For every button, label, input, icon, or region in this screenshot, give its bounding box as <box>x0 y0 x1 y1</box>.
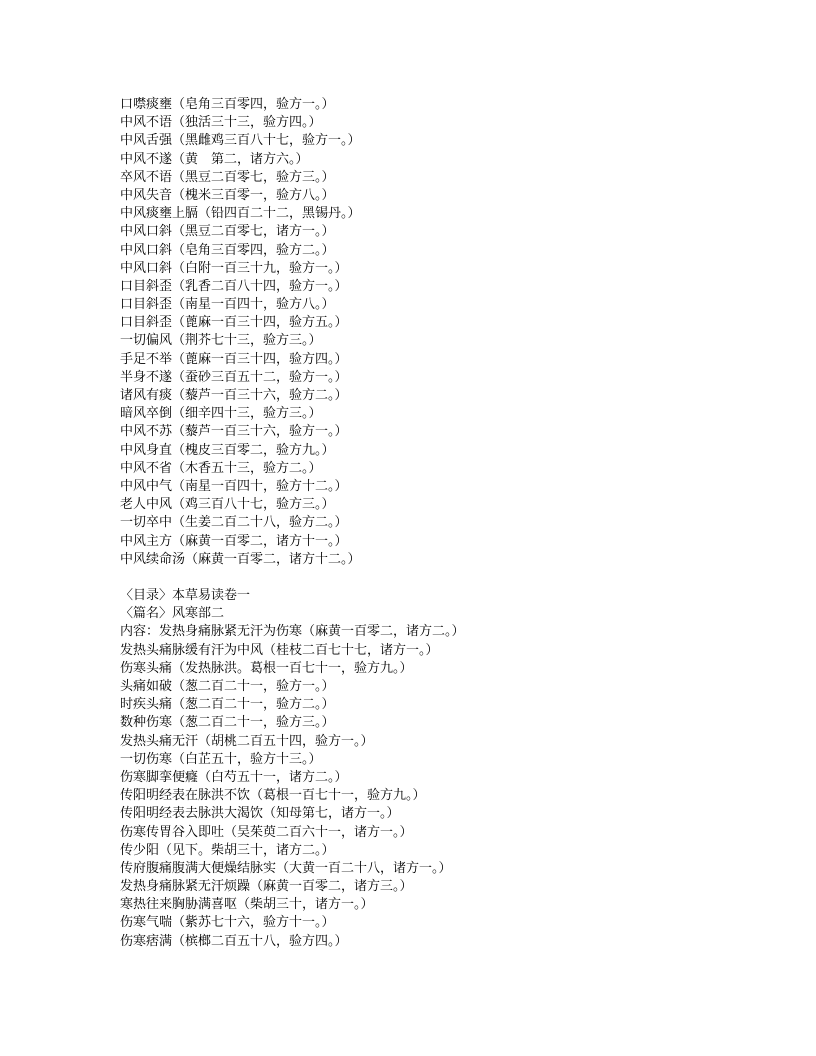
text-line: 老人中风（鸡三百八十七，验方三。） <box>120 497 335 513</box>
document-page <box>120 96 800 951</box>
text-line: 内容：发热身痛脉紧无汗为伤寒（麻黄一百零二，诸方二。） <box>120 624 465 640</box>
text-line: 发热头痛无汗（胡桃二百五十四，验方一。） <box>120 733 374 749</box>
text-line: 口目斜歪（南星一百四十，验方八。） <box>120 297 335 313</box>
text-line: 伤寒脚挛便癃（白芍五十一，诸方二。） <box>120 769 348 785</box>
text-line: 〈篇名〉风寒部二 <box>120 606 225 622</box>
text-line: 发热头痛脉缓有汗为中风（桂枝二百七十七，诸方一。） <box>120 642 439 658</box>
text-line: 中风不苏（藜芦一百三十六，验方一。） <box>120 424 348 440</box>
text-line: 中风不语（独活三十三，验方四。） <box>120 115 322 131</box>
text-line: 中风口斜（皂角三百零四，验方二。） <box>120 242 335 258</box>
text-line: 一切偏风（荆芥七十三，验方三。） <box>120 333 322 349</box>
text-line: 中风不省（木香五十三，验方二。） <box>120 460 322 476</box>
text-line: 伤寒痞满（槟榔二百五十八，验方四。） <box>120 933 348 949</box>
text-line: 卒风不语（黑豆二百零七，验方三。） <box>120 169 335 185</box>
text-line: 中风口斜（白附一百三十九，验方一。） <box>120 260 348 276</box>
text-line: 伤寒头痛（发热脉洪。葛根一百七十一，验方九。） <box>120 660 413 676</box>
text-line: 传府腹痛腹满大便燥结脉实（大黄一百二十八，诸方一。） <box>120 860 452 876</box>
text-line: 手足不举（蓖麻一百三十四，验方四。） <box>120 351 348 367</box>
text-line: 中风身直（槐皮三百零二，验方九。） <box>120 442 335 458</box>
text-line: 诸风有痰（藜芦一百三十六，验方二。） <box>120 388 348 403</box>
text-line: 伤寒气喘（紫苏七十六，验方十一。） <box>120 915 335 931</box>
section-gap <box>120 569 800 587</box>
text-line: 发热身痛脉紧无汗烦躁（麻黄一百零二，诸方三。） <box>120 879 413 895</box>
text-line: 中风续命汤（麻黄一百零二，诸方十二。） <box>120 551 361 567</box>
text-line: 数种伤寒（葱二百二十一，验方三。） <box>120 715 335 731</box>
text-line: 暗风卒倒（细辛四十三，验方三。） <box>120 406 322 422</box>
text-line: 口目斜歪（乳香二百八十四，验方一。） <box>120 278 348 294</box>
symptom-list-wind-stroke <box>120 96 800 569</box>
text-line: 时疾头痛（葱二百二十一，验方二。） <box>120 697 335 713</box>
text-line: 一切伤寒（白芷五十，验方十三。） <box>120 751 322 767</box>
text-line: 中风舌强（黑雌鸡三百八十七，验方一。） <box>120 133 361 149</box>
text-line: 〈目录〉本草易读卷一 <box>120 588 251 604</box>
symptom-list-wind-cold <box>120 587 800 951</box>
text-line: 口目斜歪（蓖麻一百三十四，验方五。） <box>120 315 348 331</box>
text-line: 中风失音（槐米三百零一，验方八。） <box>120 187 335 203</box>
text-line: 中风痰壅上膈（铅四百二十二，黑锡丹。） <box>120 206 361 222</box>
text-line: 传阳明经表去脉洪大渴饮（知母第七，诸方一。） <box>120 806 400 822</box>
text-line: 中风口斜（黑豆二百零七，诸方一。） <box>120 224 335 240</box>
text-line: 中风不遂（黄 第二，诸方六。） <box>120 151 309 167</box>
text-line: 寒热往来胸胁满喜呕（柴胡三十，诸方一。） <box>120 897 374 913</box>
text-line: 传阳明经表在脉洪不饮（葛根一百七十一，验方九。） <box>120 788 426 804</box>
text-line: 中风主方（麻黄一百零二，诸方十一。） <box>120 533 348 549</box>
text-line: 头痛如破（葱二百二十一，验方一。） <box>120 679 335 694</box>
text-line: 传少阳（见下。柴胡三十，诸方二。） <box>120 842 335 858</box>
text-line: 一切卒中（生姜二百二十八，验方二。） <box>120 515 348 531</box>
text-line: 中风中气（南星一百四十，验方十二。） <box>120 478 348 494</box>
text-line: 伤寒传胃谷入即吐（吴茱萸二百六十一，诸方一。） <box>120 824 413 840</box>
text-line: 半身不遂（蚕砂三百五十二，验方一。） <box>120 369 348 385</box>
text-line: 口噤痰壅（皂角三百零四，验方一。） <box>120 97 335 112</box>
